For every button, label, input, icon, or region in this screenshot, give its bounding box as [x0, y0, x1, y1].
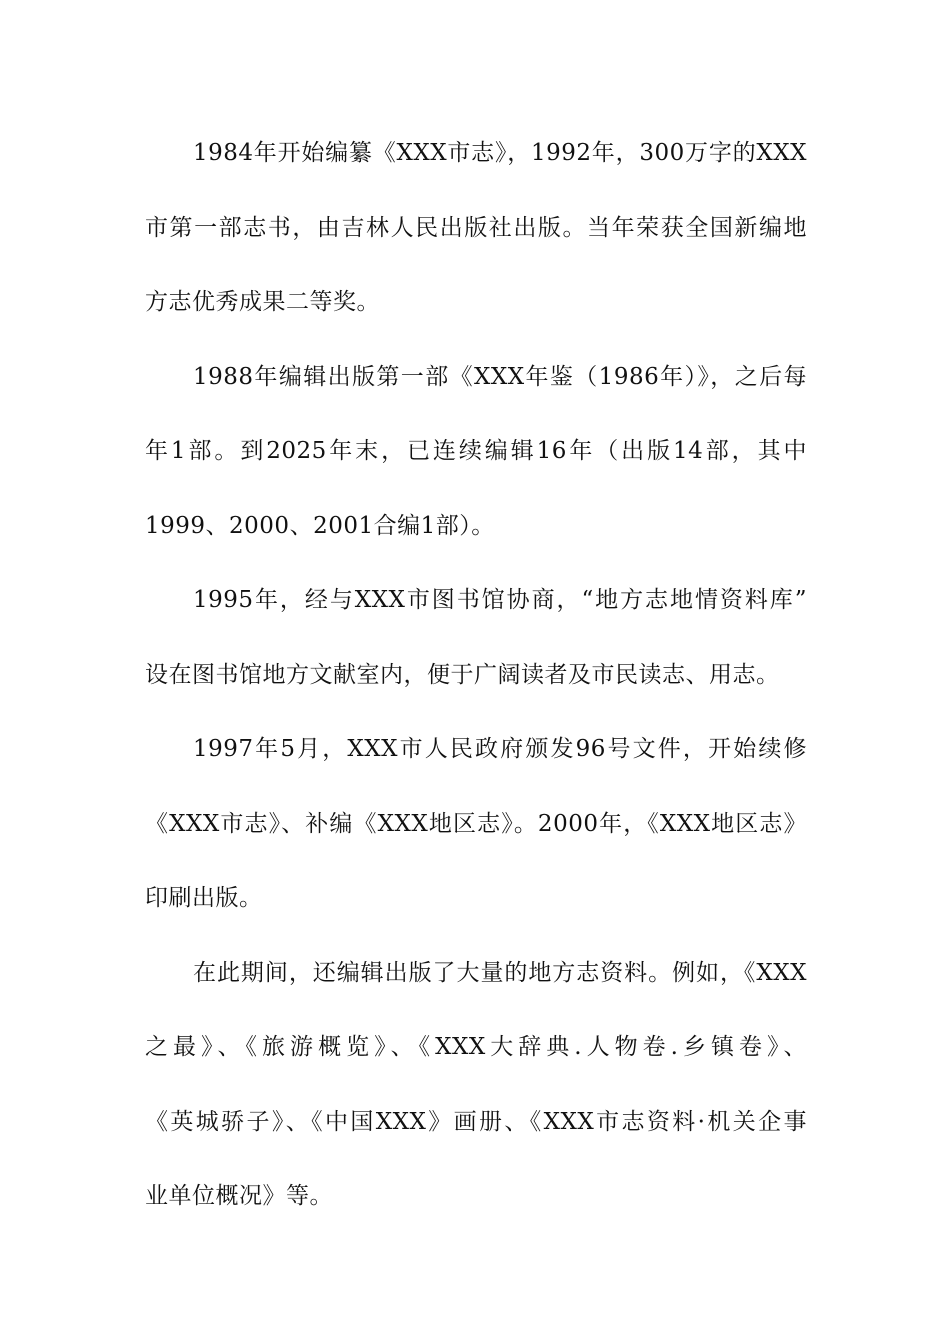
text-line: 市第一部志书，由吉林人民出版社出版。当年荣获全国新编地	[145, 214, 807, 241]
text-line: 在此期间，还编辑出版了大量的地方志资料。例如，《XXX	[193, 959, 807, 986]
text-line: 《英城骄子》、《中国XXX》画册、《XXX市志资料·机关企事	[145, 1108, 807, 1135]
text-line: 年1部。到2025年末，已连续编辑16年（出版14部，其中	[145, 438, 807, 464]
text-line: 之最》、《旅游概览》、《XXX大辞典.人物卷.乡镇卷》、	[145, 1034, 807, 1060]
document-body	[145, 116, 807, 1234]
text-line: 方志优秀成果二等奖。	[145, 289, 380, 315]
paragraph-1997-revision	[145, 712, 807, 936]
text-line: 1997年5月，XXX市人民政府颁发96号文件，开始续修	[193, 736, 807, 762]
text-line: 1999、2000、2001合编1部）。	[145, 512, 495, 539]
text-line: 业单位概况》等。	[145, 1183, 333, 1209]
paragraph-1984-gazetteer	[145, 116, 807, 340]
paragraph-1995-library	[145, 563, 807, 712]
text-line: 1984年开始编纂《XXX市志》，1992年，300万字的XXX	[193, 140, 807, 166]
paragraph-1988-yearbook	[145, 340, 807, 564]
text-line: 1988年编辑出版第一部《XXX年鉴（1986年）》，之后每	[193, 363, 807, 390]
paragraph-publications	[145, 936, 807, 1234]
text-line: 《XXX市志》、补编《XXX地区志》。2000年，《XXX地区志》	[145, 810, 807, 837]
text-line: 1995年，经与XXX市图书馆协商，“地方志地情资料库”	[193, 587, 807, 613]
text-line: 设在图书馆地方文献室内，便于广阔读者及市民读志、用志。	[145, 661, 780, 688]
text-line: 印刷出版。	[145, 885, 263, 911]
